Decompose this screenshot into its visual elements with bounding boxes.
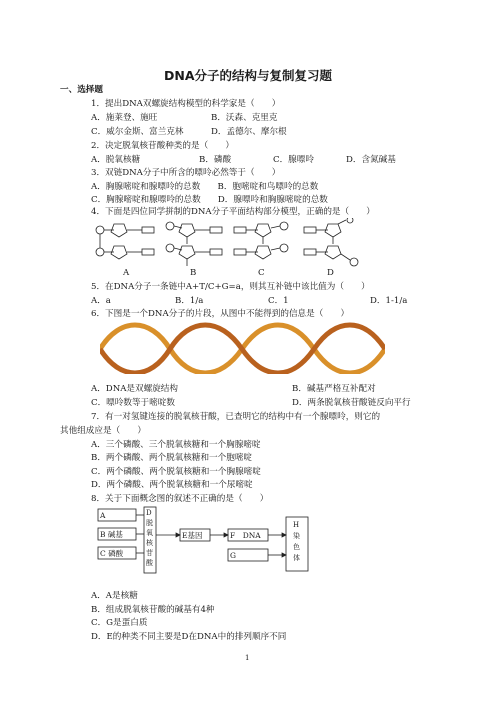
model-a-figure	[96, 224, 154, 259]
q1-stem: 1．提出DNA双螺旋结构模型的科学家是（ ）	[91, 99, 281, 109]
q6-option-d: D．两条脱氧核苷酸链反向平行	[292, 398, 411, 408]
q8-option-a: A．A是核糖	[91, 591, 138, 601]
q3-options-cd: C．胸腺嘧啶和腺嘌呤的总数 D．腺嘌呤和胸腺嘧啶的总数	[91, 195, 328, 205]
concept-map-diagram	[96, 505, 311, 580]
concept-box-a: A	[100, 511, 106, 520]
q2-option-a: A．脱氧核糖	[91, 155, 141, 165]
q1-option-d: D．孟德尔、摩尔根	[211, 127, 287, 137]
helix-strand-two	[100, 325, 385, 373]
model-c-figure	[234, 222, 288, 259]
q8-stem: 8．关于下面概念图的叙述不正确的是（ ）	[91, 494, 269, 504]
q6-option-b: B．碱基严格互补配对	[292, 384, 376, 394]
q7-option-b: B．两个磷酸、两个脱氧核糖和一个胞嘧啶	[91, 453, 253, 463]
q8-option-d: D．E的种类不同主要是D在DNA中的排列顺序不同	[91, 632, 287, 642]
concept-box-d: D 脱 氧 核 苷 酸	[146, 509, 153, 567]
model-c-label: C	[258, 268, 265, 278]
q1-option-c: C．威尔金斯、富兰克林	[91, 127, 184, 137]
model-b-label: B	[190, 268, 197, 278]
q5-stem: 5．在DNA分子一条链中A+T/C+G=a，则其互补链中该比值为（ ）	[91, 282, 370, 292]
model-d-label: D	[327, 268, 334, 278]
q5-option-b: B．1/a	[175, 296, 204, 306]
q4-stem: 4．下面是四位同学拼制的DNA分子平面结构部分模型，正确的是（ ）	[91, 207, 375, 217]
model-b-figure	[166, 222, 222, 266]
concept-box-f: F DNA	[230, 531, 261, 540]
q7-stem-line2: 其他组成应是（ ）	[60, 426, 146, 436]
concept-box-g: G	[230, 551, 236, 560]
section-heading: 一、选择题	[60, 85, 103, 95]
q2-option-c: C．腺嘌呤	[273, 155, 314, 165]
q2-option-b: B．磷酸	[199, 155, 232, 165]
q7-option-c: C．两个磷酸、两个脱氧核糖和一个胸腺嘧啶	[91, 467, 261, 477]
q7-option-a: A．三个磷酸、三个脱氧核糖和一个胸腺嘧啶	[91, 440, 261, 450]
q1-option-a: A．施莱登、施旺	[91, 113, 158, 123]
concept-box-c: C 磷酸	[100, 549, 124, 558]
concept-box-b: B 碱基	[100, 530, 123, 539]
model-a-label: A	[123, 268, 130, 278]
q2-stem: 2．决定脱氧核苷酸种类的是（ ）	[91, 141, 234, 151]
q3-stem: 3．双链DNA分子中所含的嘌呤必然等于（ ）	[91, 168, 281, 178]
q6-option-c: C．嘌呤数等于嘧啶数	[91, 398, 175, 408]
q1-option-b: B．沃森、克里克	[211, 113, 278, 123]
concept-box-e: E基因	[182, 531, 203, 540]
q8-option-b: B．组成脱氧核苷酸的碱基有4种	[91, 605, 215, 615]
q5-option-c: C．1	[268, 296, 289, 306]
q2-option-d: D．含氮碱基	[346, 155, 396, 165]
dna-double-helix-image	[100, 322, 385, 374]
q7-option-d: D．两个磷酸、两个脱氧核糖和一个尿嘧啶	[91, 480, 253, 490]
page-number: 1	[245, 654, 250, 662]
q5-option-d: D．1-1/a	[370, 296, 408, 306]
q6-option-a: A．DNA是双螺旋结构	[91, 384, 178, 394]
q5-option-a: A．a	[91, 296, 111, 306]
page-title: DNA分子的结构与复制复习题	[163, 68, 332, 83]
q8-option-c: C．G是蛋白质	[91, 618, 148, 628]
q6-stem: 6．下图是一个DNA分子的片段，从图中不能得到的信息是（ ）	[91, 309, 350, 319]
concept-box-h: H 染 色 体	[293, 521, 300, 562]
model-d-figure	[304, 218, 358, 266]
q7-stem-line1: 7．有一对氢键连接的脱氧核苷酸，已查明它的结构中有一个腺嘌呤，则它的	[91, 412, 381, 422]
q3-options-ab: A．胸腺嘧啶和腺嘌呤的总数 B．胞嘧啶和鸟嘌呤的总数	[91, 182, 319, 192]
